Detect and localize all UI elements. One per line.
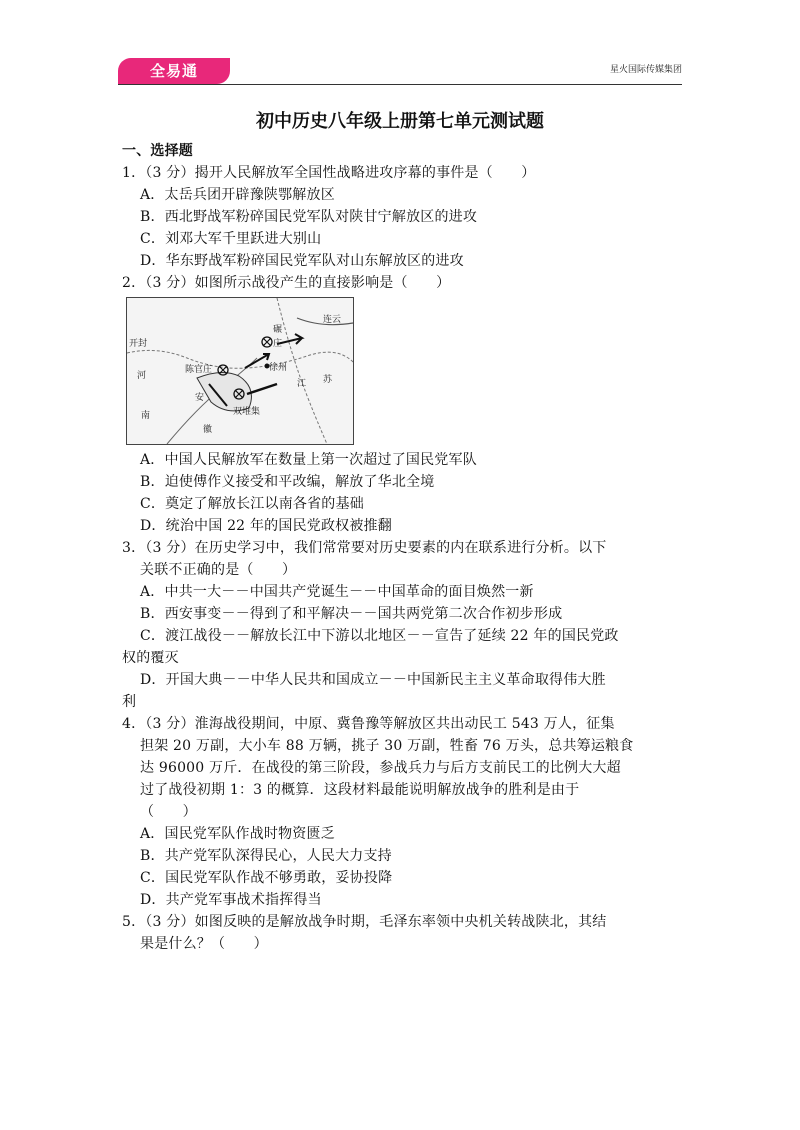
quanyitong-logo: 全易通 bbox=[118, 58, 230, 84]
battle-map-drawing bbox=[127, 298, 353, 444]
question-stem-cont: 果是什么？（ ） bbox=[140, 936, 268, 952]
option-d: D．统治中国 22 年的国民党政权被推翻 bbox=[140, 518, 392, 534]
section-heading: 一、选择题 bbox=[122, 143, 193, 159]
map-label: 庄 bbox=[273, 339, 283, 349]
map-label: 双堆集 bbox=[233, 407, 261, 417]
option-a: A．太岳兵团开辟豫陕鄂解放区 bbox=[140, 187, 335, 203]
map-label: 徽 bbox=[203, 425, 213, 435]
map-label: 江 bbox=[297, 379, 307, 389]
header-rule bbox=[118, 84, 682, 85]
question-stem: 2．（3 分）如图所示战役产生的直接影响是（ ） bbox=[122, 275, 451, 291]
map-label: 碾 bbox=[273, 325, 283, 335]
page-title: 初中历史八年级上册第七单元测试题 bbox=[256, 111, 544, 132]
option-c: C．渡江战役－－解放长江中下游以北地区－－宣告了延续 22 年的国民党政 bbox=[140, 628, 619, 644]
option-b: B．迫使傅作义接受和平改编，解放了华北全境 bbox=[140, 474, 435, 490]
option-d-cont: 利 bbox=[122, 694, 137, 710]
question-stem-cont: 过了战役初期 1：3 的概算．这段材料最能说明解放战争的胜利是由于 bbox=[140, 782, 580, 798]
option-c-cont: 权的覆灭 bbox=[122, 650, 179, 666]
exam-content bbox=[122, 140, 684, 955]
option-d: D．共产党军事战术指挥得当 bbox=[140, 892, 322, 908]
map-label: 开封 bbox=[129, 339, 148, 349]
question-4 bbox=[122, 713, 684, 911]
question-stem-cont: （ ） bbox=[140, 804, 197, 820]
battle-map-figure bbox=[126, 297, 354, 445]
map-label: 南 bbox=[141, 411, 151, 421]
option-b: B．西安事变－－得到了和平解决－－国共两党第二次合作初步形成 bbox=[140, 606, 563, 622]
map-label: 徐州 bbox=[269, 363, 288, 373]
option-d: D．华东野战军粉碎国民党军队对山东解放区的进攻 bbox=[140, 253, 464, 269]
option-a: A．中共一大－－中国共产党诞生－－中国革命的面目焕然一新 bbox=[140, 584, 534, 600]
question-1 bbox=[122, 162, 684, 272]
map-label: 陈官庄 bbox=[185, 365, 213, 375]
map-label: 苏 bbox=[323, 375, 333, 385]
map-label: 安 bbox=[195, 393, 205, 403]
option-a: A．中国人民解放军在数量上第一次超过了国民党军队 bbox=[140, 452, 477, 468]
question-stem-cont: 担架 20 万副，大小车 88 万辆，挑子 30 万副，牲畜 76 万头，总共筹运粮食 bbox=[140, 738, 634, 754]
option-d: D．开国大典－－中华人民共和国成立－－中国新民主主义革命取得伟大胜 bbox=[140, 672, 606, 688]
option-b: B．共产党军队深得民心，人民大力支持 bbox=[140, 848, 392, 864]
option-b: B．西北野战军粉碎国民党军队对陕甘宁解放区的进攻 bbox=[140, 209, 478, 225]
brand-name: 星火国际传媒集团 bbox=[609, 65, 682, 75]
question-stem-cont: 关联不正确的是（ ） bbox=[140, 562, 297, 578]
question-stem: 3．（3 分）在历史学习中，我们常常要对历史要素的内在联系进行分析。以下 bbox=[122, 540, 607, 556]
question-stem: 4．（3 分）淮海战役期间，中原、冀鲁豫等解放区共出动民工 543 万人，征集 bbox=[122, 716, 615, 732]
option-c: C．刘邓大军千里跃进大别山 bbox=[140, 231, 322, 247]
page-header bbox=[118, 54, 682, 88]
map-label: 连云 bbox=[323, 315, 342, 325]
question-5 bbox=[122, 911, 684, 955]
question-3 bbox=[122, 537, 684, 713]
option-a: A．国民党军队作战时物资匮乏 bbox=[140, 826, 335, 842]
map-label: 河 bbox=[137, 371, 147, 381]
question-stem-cont: 达 96000 万斤．在战役的第三阶段，参战兵力与后方支前民工的比例大大超 bbox=[140, 760, 621, 776]
option-c: C．国民党军队作战不够勇敢，妥协投降 bbox=[140, 870, 393, 886]
option-c: C．奠定了解放长江以南各省的基础 bbox=[140, 496, 364, 512]
question-stem: 5．（3 分）如图反映的是解放战争时期，毛泽东率领中央机关转战陕北，其结 bbox=[122, 914, 607, 930]
question-stem: 1．（3 分）揭开人民解放军全国性战略进攻序幕的事件是（ ） bbox=[122, 165, 536, 181]
question-2 bbox=[122, 272, 684, 537]
